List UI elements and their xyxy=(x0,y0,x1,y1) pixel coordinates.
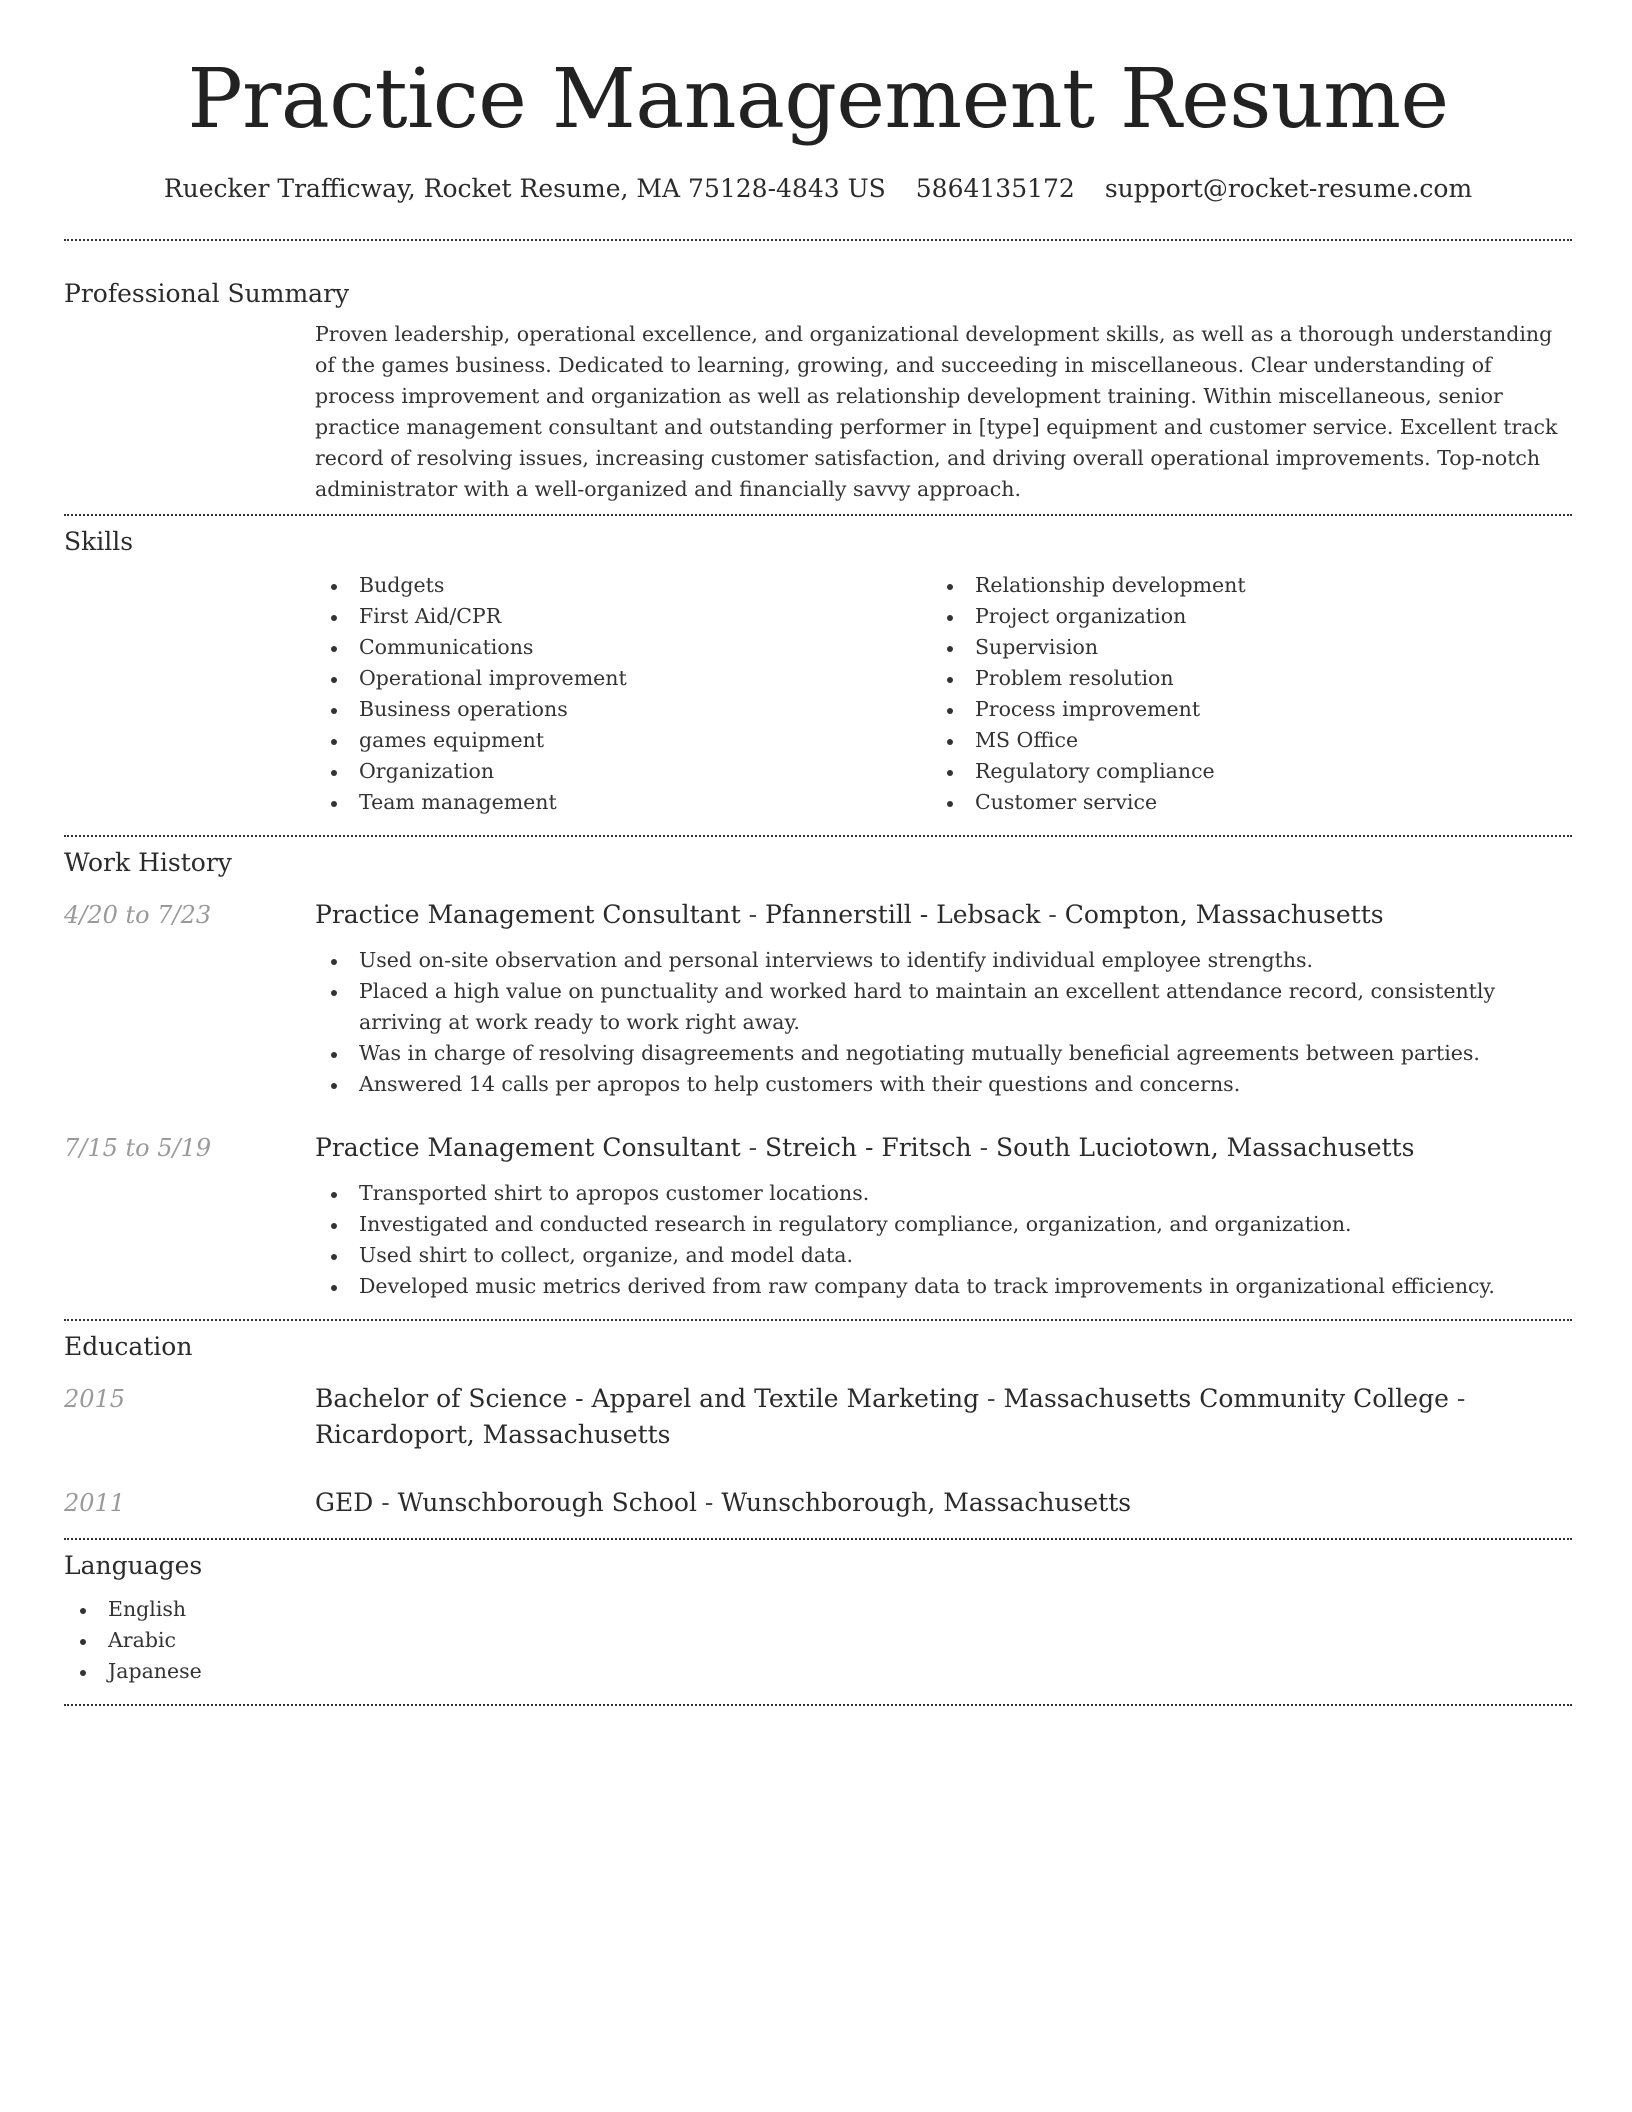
skill-item: Customer service xyxy=(931,787,1547,818)
skill-item: Supervision xyxy=(931,632,1547,663)
skill-item: Relationship development xyxy=(931,570,1547,601)
job-title: Practice Management Consultant xyxy=(315,1133,741,1162)
job-location: Compton, Massachusetts xyxy=(1064,900,1384,929)
school-location: Ricardoport, Massachusetts xyxy=(315,1420,671,1449)
education-details: Bachelor of Science - Apparel and Textile Marketing - Massachusetts Community College - Ricardoport, Massachusetts xyxy=(315,1384,1466,1449)
job-bullet: Developed music metrics derived from raw company data to track improvements in organizational efficiency. xyxy=(315,1271,1572,1302)
skill-item: Budgets xyxy=(315,570,931,601)
summary-text: Proven leadership, operational excellence, and organizational development skills, as well as a thorough understanding of the games business. Dedicated to learning, growing, and succeeding in miscellaneous. Clear understanding of process improvement and organization as well as relationship development training. Within miscellaneous, senior practice management consultant and outstanding performer in [type] equipment and customer service. Excellent track record of resolving issues, increasing customer satisfaction, and driving overall operational improvements. Top-notch administrator with a well-organized and financially savvy approach. xyxy=(315,322,1558,501)
divider xyxy=(64,835,1572,837)
divider xyxy=(64,1538,1572,1540)
company-name: Pfannerstill - Lebsack xyxy=(765,900,1041,929)
job-bullet: Investigated and conducted research in regulatory compliance, organization, and organization. xyxy=(315,1209,1572,1240)
education-entry xyxy=(64,1381,1572,1453)
job-bullet: Answered 14 calls per apropos to help customers with their questions and concerns. xyxy=(315,1069,1572,1100)
section-title-education: Education xyxy=(64,1332,193,1361)
job-bullets xyxy=(315,945,1572,1100)
degree: GED xyxy=(315,1488,374,1517)
divider xyxy=(64,514,1572,516)
divider xyxy=(64,1319,1572,1321)
job-bullet: Transported shirt to apropos customer locations. xyxy=(315,1178,1572,1209)
work-entry-content xyxy=(315,1130,1572,1302)
work-entry-heading: Practice Management Consultant - Streich - Fritsch - South Luciotown, Massachusetts xyxy=(315,1133,1415,1162)
work-entry-heading: Practice Management Consultant - Pfannerstill - Lebsack - Compton, Massachusetts xyxy=(315,900,1384,929)
contact-line xyxy=(64,172,1572,206)
resume-page xyxy=(64,0,1572,1706)
skill-item: Operational improvement xyxy=(315,663,931,694)
skill-item: First Aid/CPR xyxy=(315,601,931,632)
skill-item: Project organization xyxy=(931,601,1547,632)
skill-item: Process improvement xyxy=(931,694,1547,725)
language-item: Japanese xyxy=(64,1656,1572,1687)
job-bullet: Was in charge of resolving disagreements and negotiating mutually beneficial agreements between parties. xyxy=(315,1038,1572,1069)
education-year: 2015 xyxy=(64,1385,126,1413)
divider xyxy=(64,1704,1572,1706)
skill-item: Organization xyxy=(315,756,931,787)
language-item: Arabic xyxy=(64,1625,1572,1656)
contact-email: support@rocket-resume.com xyxy=(1104,174,1473,203)
work-entry xyxy=(64,1130,1572,1302)
education-details: GED - Wunschborough School - Wunschborough, Massachusetts xyxy=(315,1488,1132,1517)
section-title-skills: Skills xyxy=(64,527,134,556)
skills-column-left xyxy=(315,570,931,818)
section-title-languages: Languages xyxy=(64,1551,203,1580)
section-title-summary: Professional Summary xyxy=(64,279,350,308)
contact-phone: 5864135172 xyxy=(915,174,1075,203)
skill-item: Team management xyxy=(315,787,931,818)
skills-column-right xyxy=(931,570,1547,818)
company-name: Streich - Fritsch xyxy=(765,1133,972,1162)
skill-item: Problem resolution xyxy=(931,663,1547,694)
skill-item: Business operations xyxy=(315,694,931,725)
skill-item: Regulatory compliance xyxy=(931,756,1547,787)
work-dates: 4/20 to 7/23 xyxy=(64,901,212,929)
resume-title: Practice Management Resume xyxy=(187,52,1449,147)
work-dates: 7/15 to 5/19 xyxy=(64,1134,212,1162)
contact-address: Ruecker Trafficway, Rocket Resume, MA 75128-4843 US xyxy=(163,174,886,203)
languages-list xyxy=(64,1594,1572,1687)
job-bullets xyxy=(315,1178,1572,1302)
job-location: South Luciotown, Massachusetts xyxy=(996,1133,1415,1162)
education-entry xyxy=(64,1485,1572,1521)
work-entry xyxy=(64,897,1572,1100)
job-bullet: Placed a high value on punctuality and worked hard to maintain an excellent attendance record, consistently arriving at work ready to work right away. xyxy=(315,976,1572,1038)
job-bullet: Used on-site observation and personal interviews to identify individual employee strengths. xyxy=(315,945,1572,976)
language-item: English xyxy=(64,1594,1572,1625)
skill-item: Communications xyxy=(315,632,931,663)
degree: Bachelor of Science - Apparel and Textile Marketing xyxy=(315,1384,980,1413)
work-entry-content xyxy=(315,897,1572,1100)
education-year: 2011 xyxy=(64,1489,126,1517)
skill-item: MS Office xyxy=(931,725,1547,756)
school-name: Wunschborough School xyxy=(397,1488,697,1517)
divider xyxy=(64,239,1572,241)
section-title-work-history: Work History xyxy=(64,848,232,877)
job-title: Practice Management Consultant xyxy=(315,900,741,929)
school-location: Wunschborough, Massachusetts xyxy=(721,1488,1132,1517)
school-name: Massachusetts Community College xyxy=(1003,1384,1449,1413)
job-bullet: Used shirt to collect, organize, and model data. xyxy=(315,1240,1572,1271)
skill-item: games equipment xyxy=(315,725,931,756)
skills-list xyxy=(315,570,1572,818)
